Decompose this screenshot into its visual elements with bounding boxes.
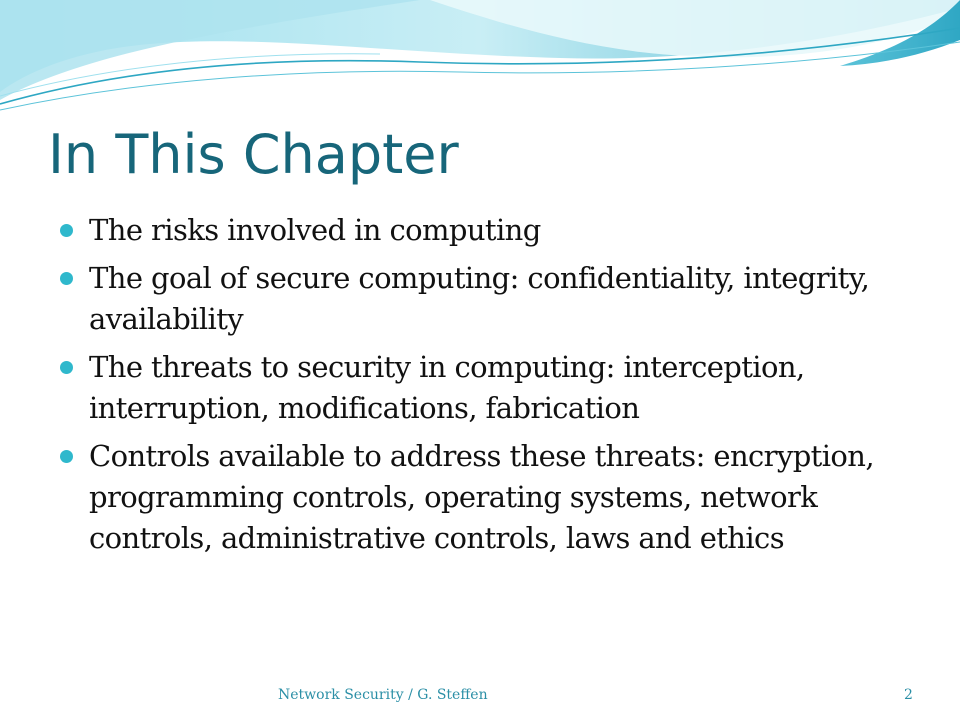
bullet-text: The threats to security in computing: interception, interruption, modifications, fabrication <box>89 350 805 425</box>
slide-title: In This Chapter <box>48 123 459 186</box>
bullet-text: Controls available to address these threats: encryption, programming controls, operating systems, network controls, administrative controls, laws and ethics <box>89 439 874 555</box>
bullet-dot-icon <box>60 450 73 463</box>
bullet-item <box>60 210 910 251</box>
slide-footer: Network Security / G. Steffen <box>278 687 488 703</box>
bullet-item <box>60 436 910 559</box>
bullet-item <box>60 347 910 429</box>
page-number: 2 <box>904 687 913 703</box>
bullet-dot-icon <box>60 361 73 374</box>
bullet-item <box>60 258 910 340</box>
decorative-wave-banner <box>0 0 960 120</box>
bullet-dot-icon <box>60 272 73 285</box>
bullet-text: The goal of secure computing: confidentiality, integrity, availability <box>89 261 870 336</box>
bullet-dot-icon <box>60 224 73 237</box>
bullet-text: The risks involved in computing <box>89 213 541 247</box>
bullet-list <box>60 210 910 566</box>
